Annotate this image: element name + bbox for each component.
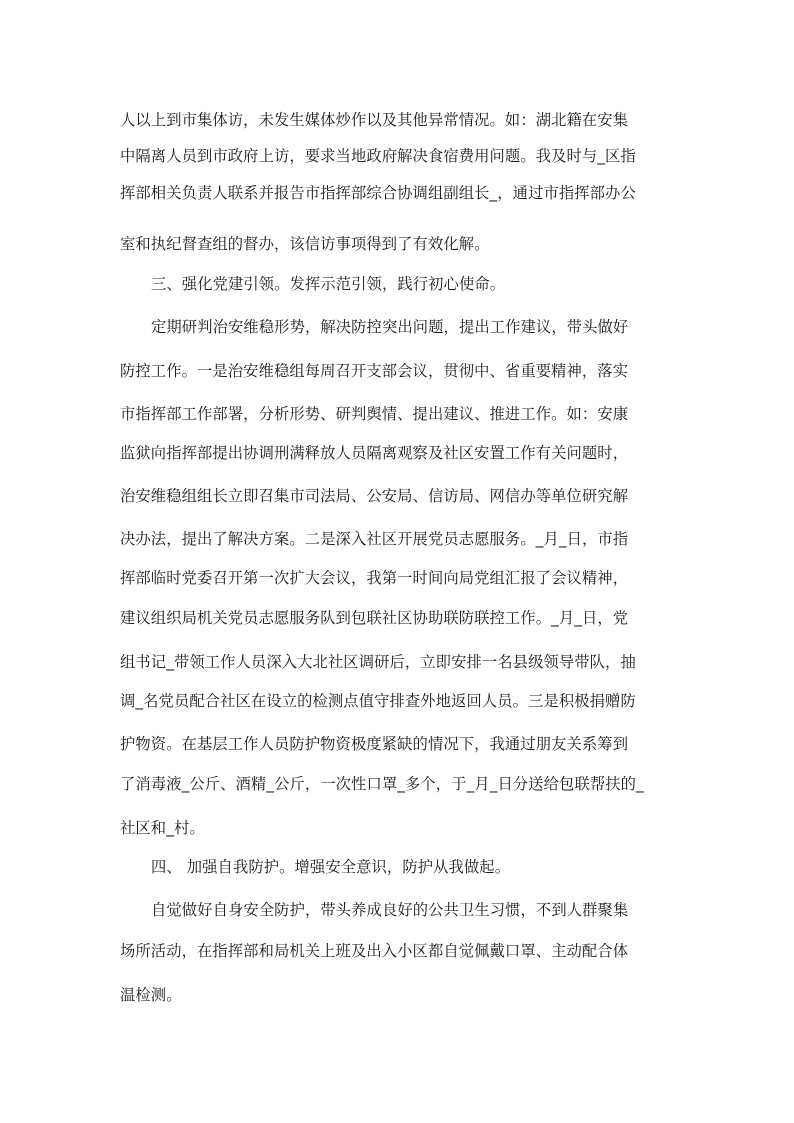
- text-line: 温检测。: [120, 986, 182, 1004]
- text-line: 挥部相关负责人联系并报告市指挥部综合协调组副组长_，通过市指挥部办公: [120, 184, 636, 202]
- text-line: 护物资。在基层工作人员防护物资极度紧缺的情况下，我通过朋友关系筹到: [120, 735, 629, 753]
- text-line: 挥部临时党委召开第一次扩大会议，我第一时间向局党组汇报了会议精神，: [120, 569, 629, 587]
- text-line: 人以上到市集体访，未发生媒体炒作以及其他异常情况。如：湖北籍在安集: [120, 111, 629, 129]
- text-line: 建议组织局机关党员志愿服务队到包联社区协助联防联控工作。_月_日，党: [120, 609, 629, 627]
- paragraph-first-line: 定期研判治安维稳形势，解决防控突出问题，提出工作建议，带头做好: [151, 318, 629, 336]
- text-line: 监狱向指挥部提出协调刑满释放人员隔离观察及社区安置工作有关问题时，: [120, 444, 629, 462]
- text-line: 市指挥部工作部署，分析形势、研判舆情、提出建议、推进工作。如：安康: [120, 405, 629, 423]
- text-line: 了消毒液_公斤、酒精_公斤，一次性口罩_多个，于_月_日分送给包联帮扶的_: [120, 775, 644, 793]
- text-line: 防控工作。一是治安维稳组每周召开支部会议，贯彻中、省重要精神，落实: [120, 362, 629, 380]
- text-line: 治安维稳组组长立即召集市司法局、公安局、信访局、网信办等单位研究解: [120, 487, 629, 505]
- text-line: 决办法，提出了解决方案。二是深入社区开展党员志愿服务。_月_日，市指: [120, 530, 629, 548]
- paragraph-first-line: 自觉做好自身安全防护，带头养成良好的公共卫生习惯，不到人群聚集: [151, 901, 629, 919]
- text-line: 室和执纪督查组的督办，该信访事项得到了有效化解。: [120, 235, 490, 253]
- text-line: 社区和_村。: [120, 819, 205, 837]
- text-line: 组书记_带领工作人员深入大北社区调研后，立即安排一名县级领导带队，抽: [120, 653, 636, 671]
- text-line: 调_名党员配合社区在设立的检测点值守排查外地返回人员。三是积极捐赠防: [120, 692, 636, 710]
- section-heading-4: 四、 加强自我防护。增强安全意识，防护从我做起。: [151, 858, 511, 876]
- text-line: 中隔离人员到市政府上访，要求当地政府解决食宿费用问题。我及时与_区指: [120, 147, 636, 165]
- text-line: 场所活动，在指挥部和局机关上班及出入小区都自觉佩戴口罩、主动配合体: [120, 942, 629, 960]
- section-heading-3: 三、强化党建引领。发挥示范引领，践行初心使命。: [151, 275, 506, 293]
